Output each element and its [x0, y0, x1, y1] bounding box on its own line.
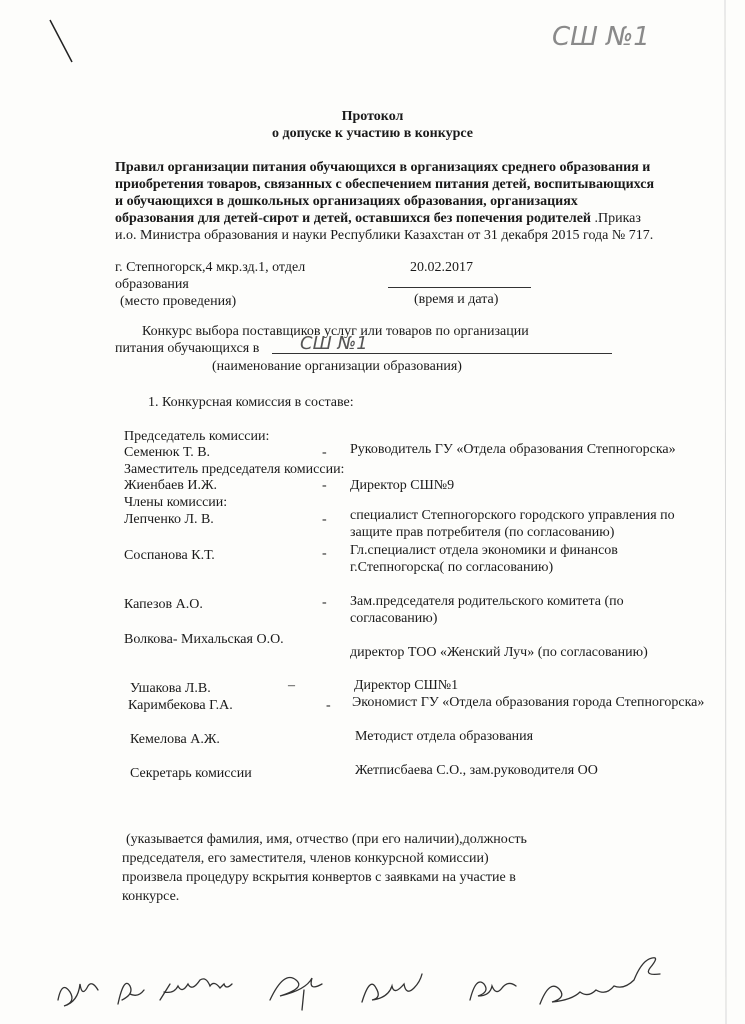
footer-line-3: произвела процедуру вскрытия конвертов с заявками на участие в [122, 870, 516, 885]
member-dash: - [322, 595, 327, 610]
chair-position: Руководитель ГУ «Отдела образования Степногорска» [350, 442, 676, 457]
member-name-volkova: Волкова- Михальская О.О. [124, 632, 284, 647]
member-name-lepchenko: Лепченко Л. В. [124, 512, 214, 527]
chair-name: Семенюк Т. В. [124, 445, 211, 460]
member-name-karimbekova: Каримбекова Г.А. [128, 698, 233, 713]
scan-mark-topleft [50, 20, 72, 62]
member-position: Гл.специалист отдела экономики и финансов [350, 543, 618, 558]
place-line-2: образования [115, 277, 189, 292]
place-caption: (место проведения) [120, 294, 237, 309]
deputy-title: Заместитель председателя комиссии: [124, 462, 345, 477]
footer-line-1: (указывается фамилия, имя, отчество (при его наличии),должность [126, 832, 527, 847]
chair-title: Председатель комиссии: [124, 429, 270, 444]
chair-dash: - [322, 445, 327, 460]
member-position: Методист отдела образования [355, 729, 534, 744]
order-line: и.о. Министра образования и науки Республики Казахстан от 31 декабря 2015 года № 717. [115, 228, 654, 243]
place-line-1: г. Степногорск,4 мкр.зд.1, отдел [115, 260, 306, 275]
member-dash: – [288, 678, 295, 693]
member-position: согласованию) [350, 611, 438, 626]
deputy-dash: - [322, 478, 327, 493]
member-position: Экономист ГУ «Отдела образования города Степногорска» [352, 695, 705, 710]
member-position: г.Степногорска( по согласованию) [350, 560, 554, 575]
footer-line-4: конкурсе. [122, 889, 180, 904]
contest-line-1: Конкурс выбора поставщиков услуг или товаров по организации [142, 324, 529, 339]
footer-line-2: председателя, его заместителя, членов конкурсной комиссии) [122, 851, 489, 866]
deputy-name: Жиенбаев И.Ж. [124, 478, 218, 493]
date-caption: (время и дата) [414, 292, 499, 307]
member-dash: - [326, 698, 331, 713]
document-title: Протокол [341, 109, 404, 124]
rules-line-4-bold: образования для детей-сирот и детей, оставшихся без попечения родителей [115, 211, 591, 226]
member-position: Директор СШ№1 [354, 678, 459, 693]
member-position: директор ТОО «Женский Луч» (по согласованию) [350, 645, 648, 660]
rules-line-3: и обучающихся в дошкольных организациях образования, организациях [115, 194, 578, 209]
corner-handwritten-mark: СШ №1 [552, 22, 650, 52]
order-tail: .Приказ [594, 211, 641, 226]
rules-line-2: приобретения товаров, связанных с обеспечением питания детей, воспитывающихся [115, 177, 655, 192]
member-position: специалист Степногорского городского управления по [350, 508, 675, 523]
rules-line-1: Правил организации питания обучающихся в организациях среднего образования и [115, 160, 651, 175]
deputy-position: Директор СШ№9 [350, 478, 455, 493]
secretary-title: Секретарь комиссии [130, 766, 252, 781]
members-title: Члены комиссии: [124, 495, 228, 510]
section-1-heading: 1. Конкурсная комиссия в составе: [148, 395, 354, 410]
secretary-position: Жетписбаева С.О., зам.руководителя ОО [355, 763, 598, 778]
contest-line-2: питания обучающихся в [115, 341, 260, 356]
member-name-sospanova: Соспанова К.Т. [124, 548, 215, 563]
member-position: Зам.председателя родительского комитета (по [350, 594, 624, 609]
contest-caption: (наименование организации образования) [212, 359, 462, 374]
scan-edge-right [725, 0, 726, 1024]
date-underline [388, 287, 531, 288]
member-name-kapezov: Капезов А.О. [124, 597, 203, 612]
member-name-ushakova: Ушакова Л.В. [130, 681, 211, 696]
member-position: защите прав потребителя (по согласованию) [350, 525, 615, 540]
member-name-kemelova: Кемелова А.Ж. [130, 732, 220, 747]
document-subtitle: о допуске к участию в конкурсе [272, 126, 473, 141]
date-value: 20.02.2017 [410, 260, 473, 275]
contest-handwritten-org: СШ №1 [300, 333, 368, 354]
rules-line-4 [115, 210, 641, 227]
member-dash: - [322, 546, 327, 561]
member-dash: - [322, 512, 327, 527]
